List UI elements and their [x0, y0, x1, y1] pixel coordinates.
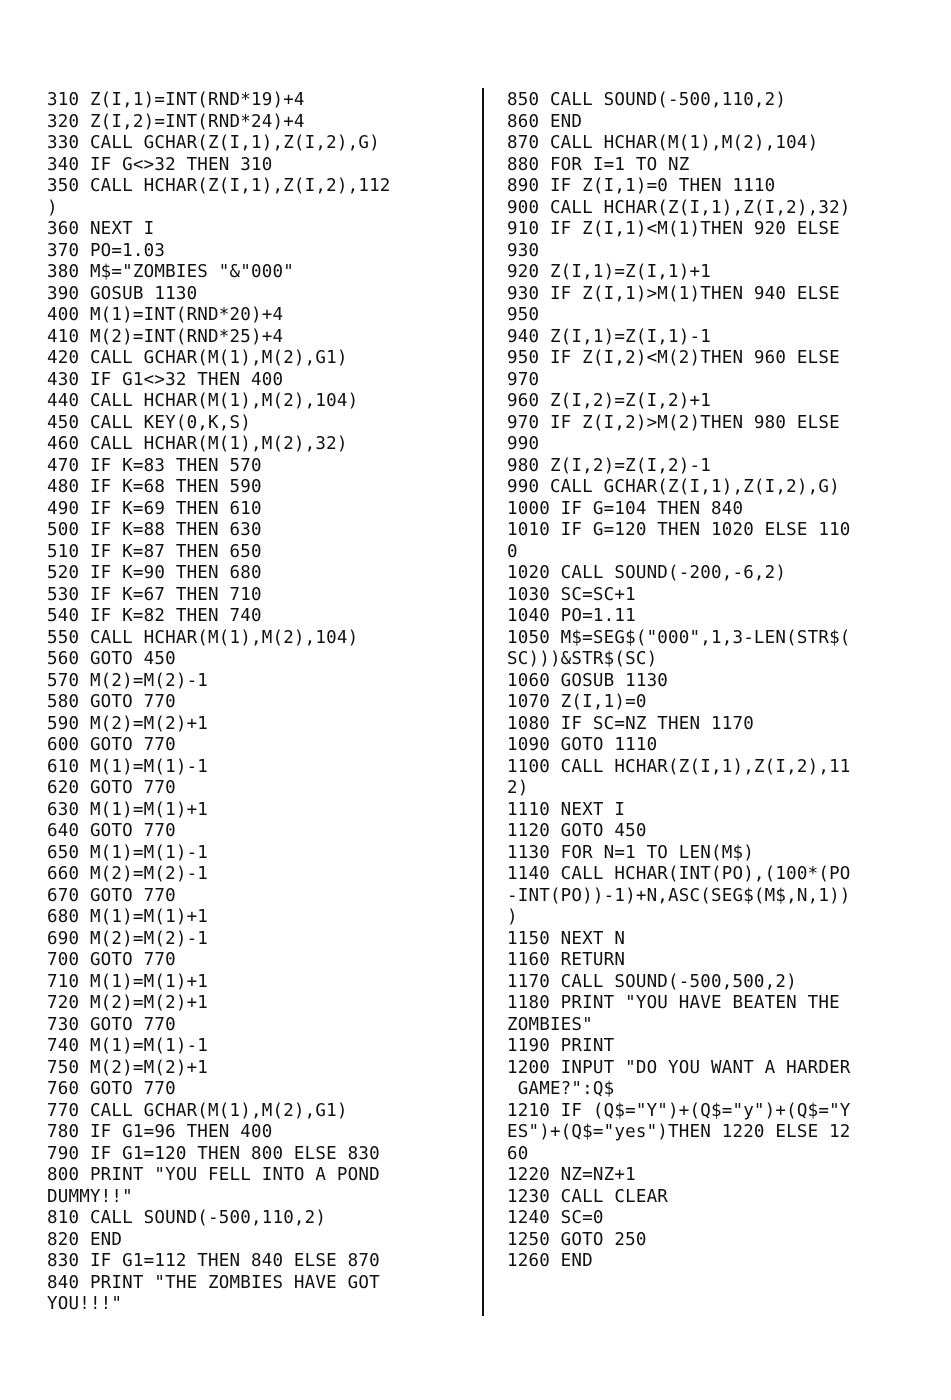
code-line: -INT(PO))-1)+N,ASC(SEG$(M$,N,1)) — [507, 885, 851, 906]
code-line: 60 — [507, 1143, 529, 1164]
code-line: 1170 CALL SOUND(-500,500,2) — [507, 971, 797, 992]
code-line: 1150 NEXT N — [507, 928, 626, 949]
code-line: 1040 PO=1.11 — [507, 606, 636, 626]
code-line: 420 CALL GCHAR(M(1),M(2),G1) — [47, 348, 348, 368]
code-line: 1100 CALL HCHAR(Z(I,1),Z(I,2),11 — [507, 756, 851, 777]
code-line: 600 GOTO 770 — [47, 735, 176, 755]
code-line: 960 Z(I,2)=Z(I,2)+1 — [507, 391, 711, 411]
code-line: 790 IF G1=120 THEN 800 ELSE 830 — [47, 1143, 380, 1164]
code-line: 590 M(2)=M(2)+1 — [47, 713, 209, 734]
code-line: 360 NEXT I — [47, 219, 155, 239]
code-line: 1060 GOSUB 1130 — [507, 670, 669, 691]
code-line: 640 GOTO 770 — [47, 821, 176, 841]
code-line: 1200 INPUT "DO YOU WANT A HARDER — [507, 1057, 851, 1078]
code-line: 410 M(2)=INT(RND*25)+4 — [47, 326, 284, 347]
code-line: 930 IF Z(I,1)>M(1)THEN 940 ELSE — [507, 283, 840, 304]
code-line: 540 IF K=82 THEN 740 — [47, 606, 262, 626]
code-line: 1220 NZ=NZ+1 — [507, 1165, 636, 1185]
code-line: 330 CALL GCHAR(Z(I,1),Z(I,2),G) — [47, 133, 380, 153]
code-line: 430 IF G1<>32 THEN 400 — [47, 369, 284, 390]
code-line: 1130 FOR N=1 TO LEN(M$) — [507, 842, 754, 863]
code-line: 810 CALL SOUND(-500,110,2) — [47, 1208, 327, 1228]
code-line: ZOMBIES" — [507, 1014, 593, 1035]
code-line: 940 Z(I,1)=Z(I,1)-1 — [507, 326, 711, 347]
code-line: 1230 CALL CLEAR — [507, 1186, 669, 1207]
code-line: ) — [47, 197, 58, 218]
code-line: 560 GOTO 450 — [47, 649, 176, 669]
code-line: 710 M(1)=M(1)+1 — [47, 971, 209, 992]
code-line: 680 M(1)=M(1)+1 — [47, 907, 209, 927]
code-line: 970 — [507, 369, 540, 390]
listing-column-left — [47, 90, 462, 1316]
code-line: YOU!!!" — [47, 1294, 123, 1314]
code-line: 1210 IF (Q$="Y")+(Q$="y")+(Q$="Y — [507, 1100, 851, 1121]
code-line: 910 IF Z(I,1)<M(1)THEN 920 ELSE — [507, 219, 840, 239]
code-line: 490 IF K=69 THEN 610 — [47, 498, 262, 519]
code-line: 310 Z(I,1)=INT(RND*19)+4 — [47, 90, 305, 110]
code-line: 470 IF K=83 THEN 570 — [47, 455, 262, 476]
code-line: 370 PO=1.03 — [47, 240, 166, 261]
code-line: 1030 SC=SC+1 — [507, 584, 636, 605]
code-line: 690 M(2)=M(2)-1 — [47, 928, 209, 949]
code-line: 660 M(2)=M(2)-1 — [47, 864, 209, 884]
code-line: 920 Z(I,1)=Z(I,1)+1 — [507, 262, 711, 282]
code-line: 1160 RETURN — [507, 950, 626, 970]
code-line: 950 IF Z(I,2)<M(2)THEN 960 ELSE — [507, 348, 840, 368]
code-line: 460 CALL HCHAR(M(1),M(2),32) — [47, 434, 348, 454]
code-line: 1120 GOTO 450 — [507, 821, 647, 841]
code-line: 570 M(2)=M(2)-1 — [47, 670, 209, 691]
code-line: 740 M(1)=M(1)-1 — [47, 1036, 209, 1056]
code-line: 840 PRINT "THE ZOMBIES HAVE GOT — [47, 1272, 380, 1293]
code-line: 1260 END — [507, 1251, 593, 1271]
code-line: 520 IF K=90 THEN 680 — [47, 563, 262, 583]
code-line: 1250 GOTO 250 — [507, 1229, 647, 1250]
code-line: 650 M(1)=M(1)-1 — [47, 842, 209, 863]
code-line: 610 M(1)=M(1)-1 — [47, 756, 209, 777]
code-line: 720 M(2)=M(2)+1 — [47, 993, 209, 1013]
code-line: 350 CALL HCHAR(Z(I,1),Z(I,2),112 — [47, 176, 391, 196]
code-line: 1000 IF G=104 THEN 840 — [507, 498, 744, 519]
code-line: 580 GOTO 770 — [47, 692, 176, 712]
code-line: 1070 Z(I,1)=0 — [507, 692, 647, 712]
code-line: 830 IF G1=112 THEN 840 ELSE 870 — [47, 1251, 380, 1271]
code-line: 1020 CALL SOUND(-200,-6,2) — [507, 563, 787, 583]
code-line: 890 IF Z(I,1)=0 THEN 1110 — [507, 176, 776, 196]
code-line: ES")+(Q$="yes")THEN 1220 ELSE 12 — [507, 1122, 851, 1142]
code-line: 670 GOTO 770 — [47, 885, 176, 906]
column-divider — [482, 88, 484, 1316]
code-line: 970 IF Z(I,2)>M(2)THEN 980 ELSE — [507, 412, 840, 433]
code-line: 780 IF G1=96 THEN 400 — [47, 1122, 273, 1142]
code-line: 620 GOTO 770 — [47, 778, 176, 798]
code-line: 320 Z(I,2)=INT(RND*24)+4 — [47, 111, 305, 132]
code-line: GAME?":Q$ — [507, 1079, 615, 1099]
code-line: 760 GOTO 770 — [47, 1079, 176, 1099]
code-line: 1110 NEXT I — [507, 799, 626, 820]
code-line: 880 FOR I=1 TO NZ — [507, 154, 690, 175]
code-line: 860 END — [507, 111, 583, 132]
code-line: 1240 SC=0 — [507, 1208, 604, 1228]
code-line: 770 CALL GCHAR(M(1),M(2),G1) — [47, 1100, 348, 1121]
code-line: 380 M$="ZOMBIES "&"000" — [47, 262, 294, 282]
code-line: 1050 M$=SEG$("000",1,3-LEN(STR$( — [507, 627, 851, 648]
code-line: 2) — [507, 778, 529, 798]
code-line: 950 — [507, 305, 540, 325]
code-line: 530 IF K=67 THEN 710 — [47, 584, 262, 605]
code-line: 820 END — [47, 1229, 123, 1250]
code-line: 730 GOTO 770 — [47, 1014, 176, 1035]
code-line: 850 CALL SOUND(-500,110,2) — [507, 90, 787, 110]
code-line: 390 GOSUB 1130 — [47, 283, 198, 304]
code-line: 450 CALL KEY(0,K,S) — [47, 412, 251, 433]
code-line: 800 PRINT "YOU FELL INTO A POND — [47, 1165, 380, 1185]
code-line: 1140 CALL HCHAR(INT(PO),(100*(PO — [507, 864, 851, 884]
code-line: DUMMY!!" — [47, 1186, 133, 1207]
code-line: 340 IF G<>32 THEN 310 — [47, 154, 273, 175]
code-line: 900 CALL HCHAR(Z(I,1),Z(I,2),32) — [507, 197, 851, 218]
code-line: 1090 GOTO 1110 — [507, 735, 658, 755]
code-line: 550 CALL HCHAR(M(1),M(2),104) — [47, 627, 359, 648]
listing-column-right — [507, 90, 907, 1273]
code-line: 990 CALL GCHAR(Z(I,1),Z(I,2),G) — [507, 477, 840, 497]
code-line: ) — [507, 907, 518, 927]
code-line: 440 CALL HCHAR(M(1),M(2),104) — [47, 391, 359, 411]
code-line: 0 — [507, 541, 518, 562]
code-line: 980 Z(I,2)=Z(I,2)-1 — [507, 455, 711, 476]
code-line: 1010 IF G=120 THEN 1020 ELSE 110 — [507, 520, 851, 540]
code-line: 1190 PRINT — [507, 1036, 615, 1056]
code-line: 400 M(1)=INT(RND*20)+4 — [47, 305, 284, 325]
code-line: 700 GOTO 770 — [47, 950, 176, 970]
code-line: SC)))&STR$(SC) — [507, 649, 658, 669]
code-line: 480 IF K=68 THEN 590 — [47, 477, 262, 497]
code-line: 510 IF K=87 THEN 650 — [47, 541, 262, 562]
code-line: 990 — [507, 434, 540, 454]
code-line: 500 IF K=88 THEN 630 — [47, 520, 262, 540]
code-line: 1080 IF SC=NZ THEN 1170 — [507, 713, 754, 734]
code-line: 630 M(1)=M(1)+1 — [47, 799, 209, 820]
code-line: 930 — [507, 240, 540, 261]
code-line: 870 CALL HCHAR(M(1),M(2),104) — [507, 133, 819, 153]
code-line: 750 M(2)=M(2)+1 — [47, 1057, 209, 1078]
code-line: 1180 PRINT "YOU HAVE BEATEN THE — [507, 993, 840, 1013]
